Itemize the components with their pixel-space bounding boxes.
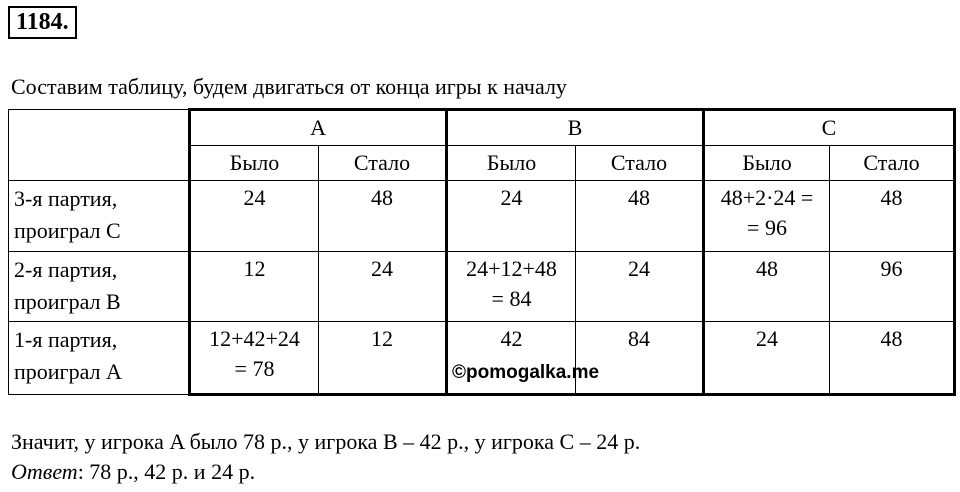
player-header-a: A [190,110,447,146]
subheader-c-before: Было [704,146,830,181]
cell-c-after: 48 [830,322,955,395]
table-row [9,181,955,252]
game-table [8,108,956,396]
corner-cell [9,110,190,181]
cell-b-after: 48 [576,181,704,252]
cell-c-before: 24 [704,322,830,395]
cell-b-before: 42 [447,322,576,395]
cell-a-after: 48 [319,181,447,252]
row-label: 1-я партия, проиграл A [9,322,190,395]
answer-label: Ответ [11,459,78,484]
table-row [9,252,955,322]
row-label: 3-я партия, проиграл C [9,181,190,252]
cell-b-after: 84 [576,322,704,395]
cell-a-after: 24 [319,252,447,322]
subheader-a-after: Стало [319,146,447,181]
subheader-b-before: Было [447,146,576,181]
conclusion-text: Значит, у игрока A было 78 р., у игрока B – 42 р., у игрока C – 24 р. [11,429,641,454]
intro-text: Составим таблицу, будем двигаться от конца игры к началу [11,74,567,99]
cell-a-before: 12 [190,252,319,322]
answer-text: : 78 р., 42 р. и 24 р. [77,459,256,484]
watermark: ©pomogalka.me [452,362,600,383]
cell-a-before: 12+42+24 = 78 [190,322,319,395]
cell-b-after: 24 [576,252,704,322]
answer-line [11,458,255,486]
player-header-c: C [704,110,955,146]
cell-c-after: 48 [830,181,955,252]
problem-number: 1184. [8,6,77,39]
subheader-b-after: Стало [576,146,704,181]
cell-c-before: 48+2·24 = = 96 [704,181,830,252]
row-label: 2-я партия, проиграл B [9,252,190,322]
cell-a-before: 24 [190,181,319,252]
cell-b-before: 24 [447,181,576,252]
subheader-c-after: Стало [830,146,955,181]
cell-c-after: 96 [830,252,955,322]
player-header-b: B [447,110,704,146]
cell-b-before: 24+12+48 = 84 [447,252,576,322]
cell-c-before: 48 [704,252,830,322]
subheader-a-before: Было [190,146,319,181]
cell-a-after: 12 [319,322,447,395]
